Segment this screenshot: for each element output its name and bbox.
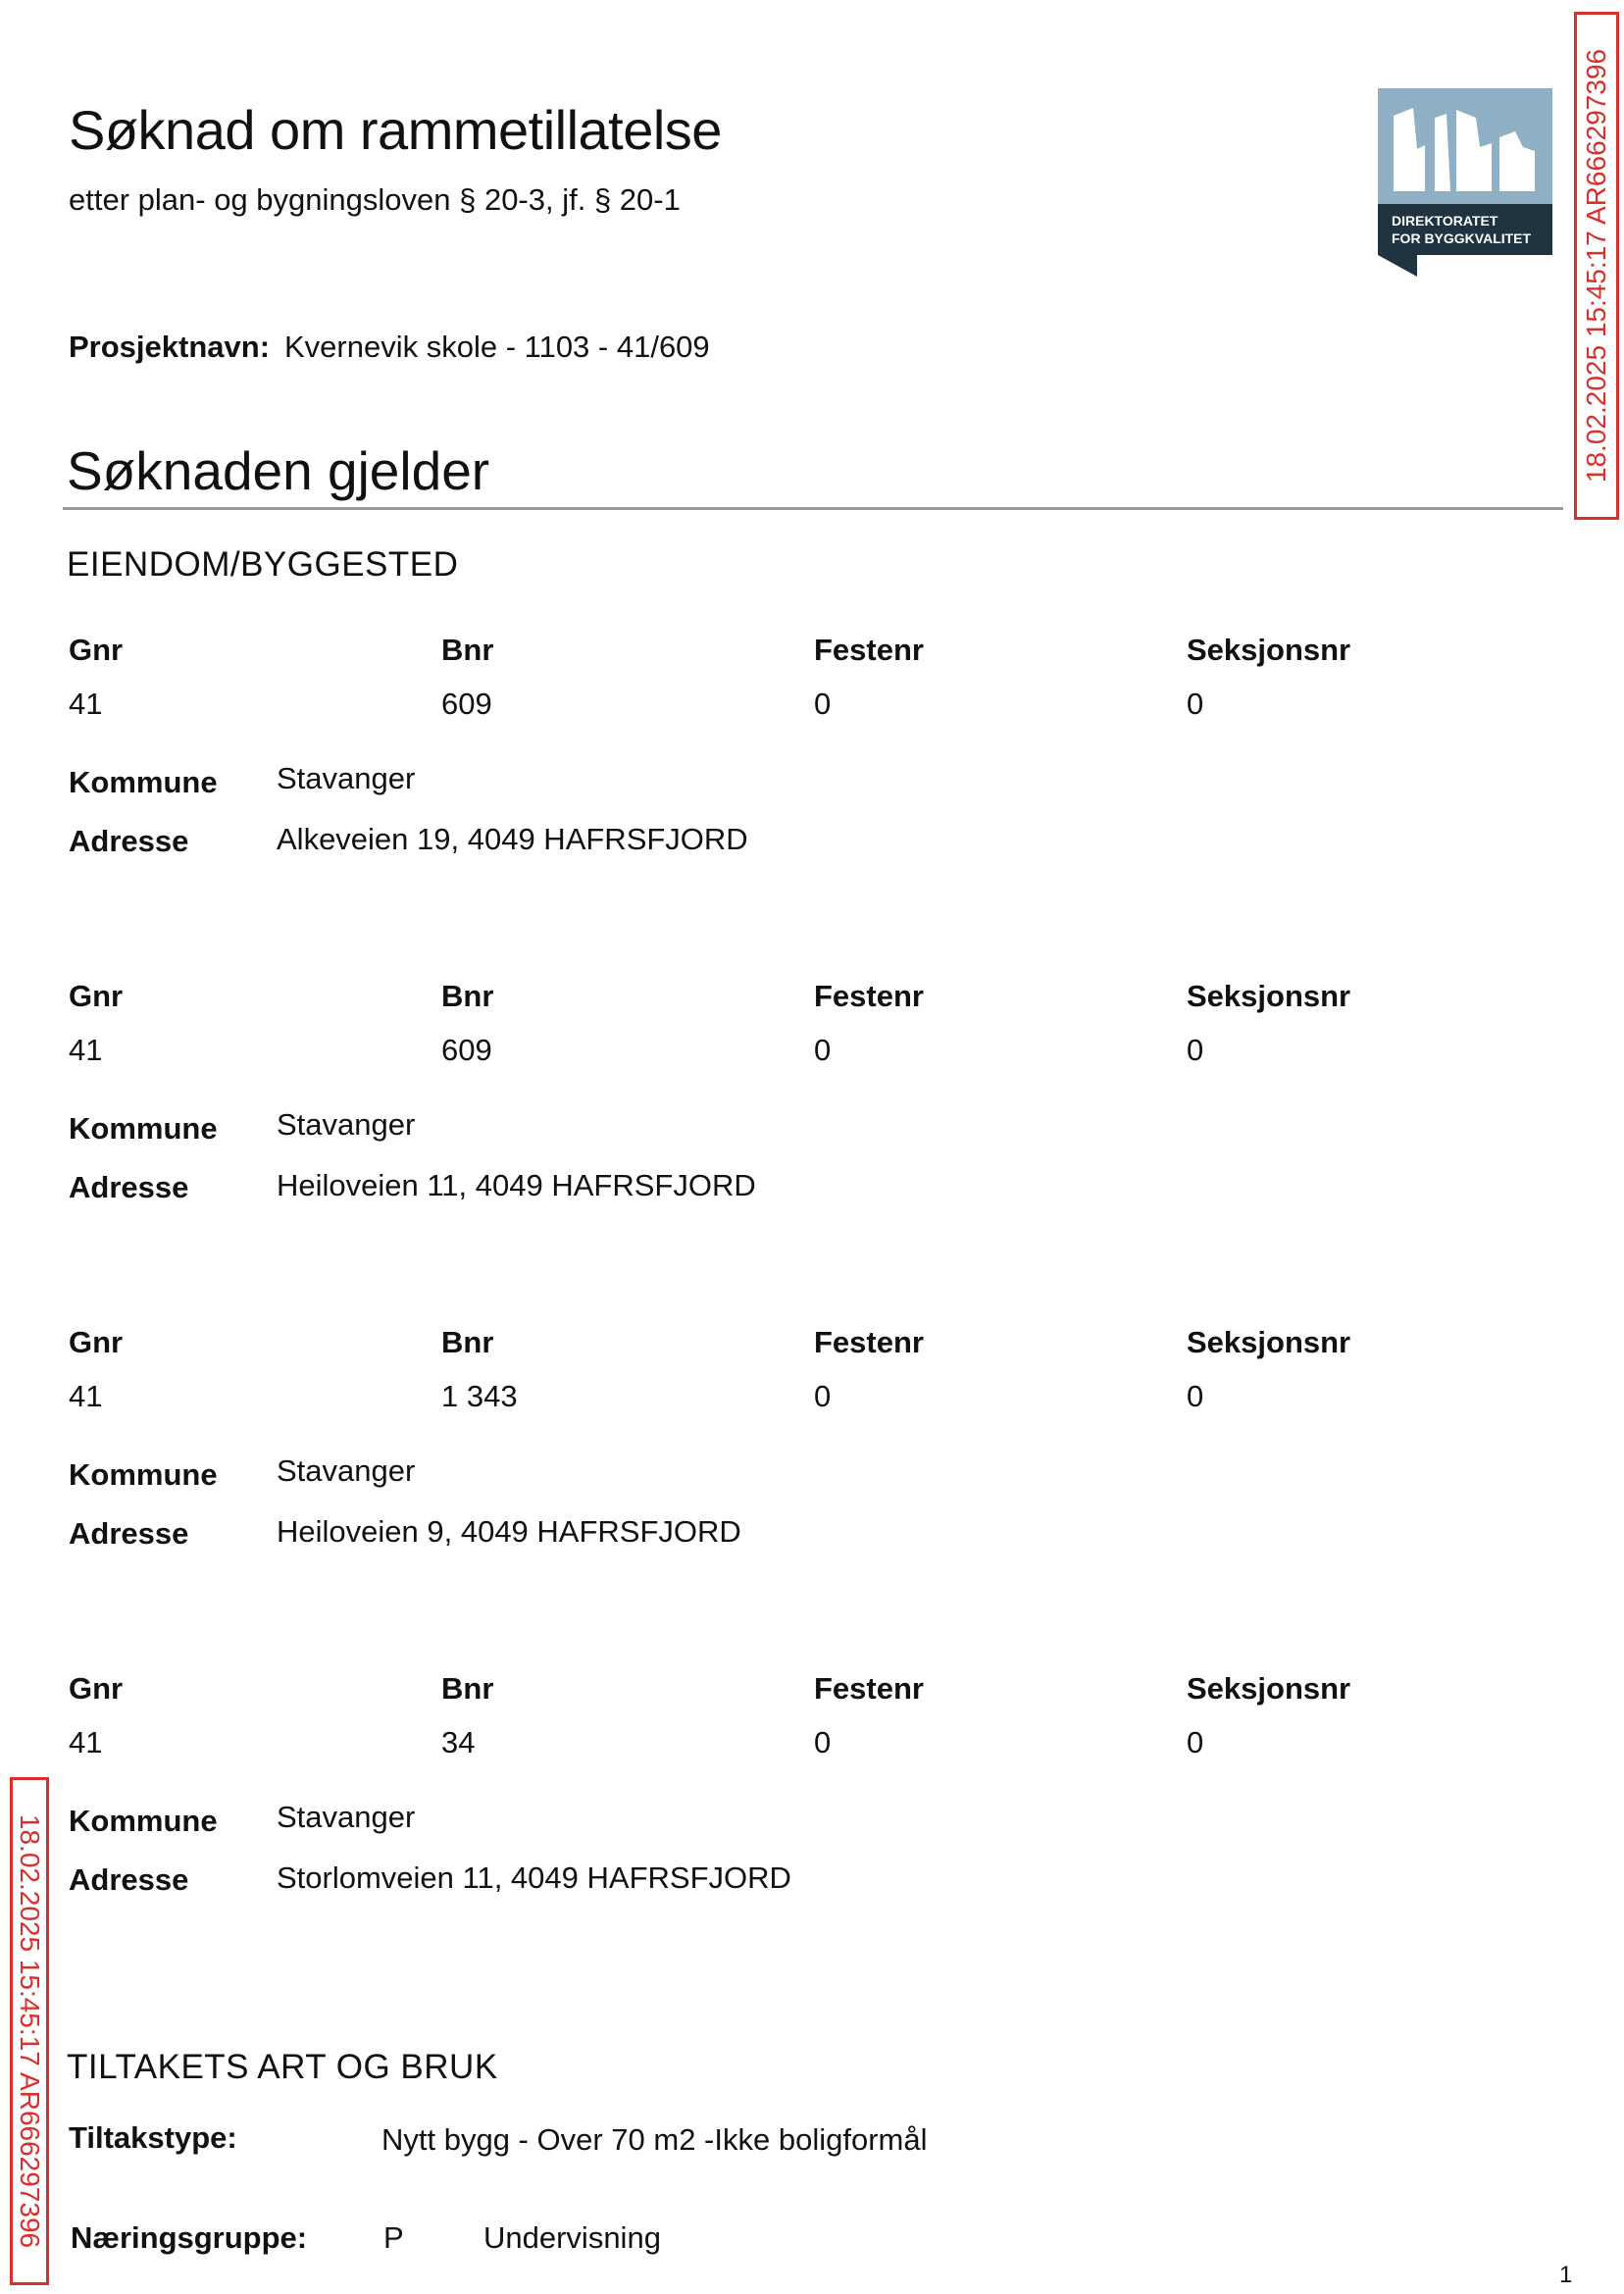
property-heading: EIENDOM/BYGGESTED bbox=[67, 545, 459, 584]
gnr-value: 41 bbox=[69, 687, 103, 721]
kommune-label: Kommune bbox=[69, 1804, 218, 1838]
seksjonsnr-header: Seksjonsnr bbox=[1187, 1325, 1351, 1359]
kommune-value: Stavanger bbox=[277, 761, 416, 795]
adresse-label: Adresse bbox=[69, 824, 189, 858]
dibk-logo bbox=[1378, 88, 1552, 277]
seksjonsnr-value: 0 bbox=[1187, 1033, 1204, 1067]
festenr-header: Festenr bbox=[814, 1325, 924, 1359]
adresse-value: Alkeveien 19, 4049 HAFRSFJORD bbox=[277, 822, 748, 856]
seksjonsnr-header: Seksjonsnr bbox=[1187, 1671, 1351, 1706]
gnr-header: Gnr bbox=[69, 1325, 124, 1359]
document-title: Søknad om rammetillatelse bbox=[69, 99, 722, 161]
kommune-label: Kommune bbox=[69, 765, 218, 799]
seksjonsnr-header: Seksjonsnr bbox=[1187, 979, 1351, 1013]
seksjonsnr-value: 0 bbox=[1187, 1725, 1204, 1759]
naeringsgruppe-label: Næringsgruppe: bbox=[71, 2220, 308, 2255]
bnr-header: Bnr bbox=[441, 1325, 494, 1359]
seksjonsnr-value: 0 bbox=[1187, 687, 1204, 721]
kommune-label: Kommune bbox=[69, 1111, 218, 1146]
festenr-header: Festenr bbox=[814, 979, 924, 1013]
festenr-value: 0 bbox=[814, 1379, 832, 1413]
bnr-header: Bnr bbox=[441, 979, 494, 1013]
kommune-value: Stavanger bbox=[277, 1800, 416, 1834]
section-title: Søknaden gjelder bbox=[67, 440, 490, 501]
stamp-top-text: 18.02.2025 15:45:17 AR666297396 bbox=[1581, 48, 1612, 484]
project-name-label: Prosjektnavn: bbox=[69, 330, 271, 364]
gnr-value: 41 bbox=[69, 1379, 103, 1413]
bnr-value: 34 bbox=[441, 1725, 476, 1759]
seksjonsnr-value: 0 bbox=[1187, 1379, 1204, 1413]
timestamp-stamp-bottom bbox=[10, 1777, 49, 2285]
naeringsgruppe-code: P bbox=[383, 2220, 404, 2255]
adresse-value: Heiloveien 11, 4049 HAFRSFJORD bbox=[277, 1168, 756, 1202]
project-name-value: Kvernevik skole - 1103 - 41/609 bbox=[284, 330, 710, 364]
festenr-value: 0 bbox=[814, 687, 832, 721]
gnr-value: 41 bbox=[69, 1725, 103, 1759]
kommune-value: Stavanger bbox=[277, 1107, 416, 1142]
tiltak-heading: TILTAKETS ART OG BRUK bbox=[67, 2048, 498, 2086]
stamp-bottom-text: 18.02.2025 15:45:17 AR666297396 bbox=[15, 1813, 46, 2249]
logo-text-2: FOR BYGGKVALITET bbox=[1392, 230, 1532, 246]
bnr-value: 609 bbox=[441, 687, 492, 721]
page-number: 1 bbox=[1559, 2262, 1573, 2288]
adresse-value: Storlomveien 11, 4049 HAFRSFJORD bbox=[277, 1861, 791, 1895]
section-divider bbox=[63, 507, 1563, 510]
seksjonsnr-header: Seksjonsnr bbox=[1187, 633, 1351, 667]
gnr-header: Gnr bbox=[69, 1671, 124, 1706]
festenr-value: 0 bbox=[814, 1033, 832, 1067]
timestamp-stamp-top bbox=[1574, 12, 1619, 520]
festenr-value: 0 bbox=[814, 1725, 832, 1759]
bnr-header: Bnr bbox=[441, 633, 494, 667]
adresse-value: Heiloveien 9, 4049 HAFRSFJORD bbox=[277, 1514, 741, 1549]
naeringsgruppe-value: Undervisning bbox=[483, 2220, 661, 2255]
logo-text-1: DIREKTORATET bbox=[1392, 213, 1498, 229]
dibk-logo-icon bbox=[1378, 88, 1552, 277]
bnr-value: 609 bbox=[441, 1033, 492, 1067]
tiltakstype-value: Nytt bygg - Over 70 m2 -Ikke boligformål bbox=[381, 2122, 928, 2157]
adresse-label: Adresse bbox=[69, 1862, 189, 1897]
kommune-label: Kommune bbox=[69, 1457, 218, 1492]
adresse-label: Adresse bbox=[69, 1516, 189, 1551]
bnr-header: Bnr bbox=[441, 1671, 494, 1706]
document-subtitle: etter plan- og bygningsloven § 20-3, jf. § 20-1 bbox=[69, 182, 681, 217]
gnr-header: Gnr bbox=[69, 979, 124, 1013]
adresse-label: Adresse bbox=[69, 1170, 189, 1204]
kommune-value: Stavanger bbox=[277, 1453, 416, 1488]
gnr-value: 41 bbox=[69, 1033, 103, 1067]
festenr-header: Festenr bbox=[814, 1671, 924, 1706]
bnr-value: 1 343 bbox=[441, 1379, 518, 1413]
gnr-header: Gnr bbox=[69, 633, 124, 667]
tiltakstype-label: Tiltakstype: bbox=[69, 2120, 237, 2155]
festenr-header: Festenr bbox=[814, 633, 924, 667]
